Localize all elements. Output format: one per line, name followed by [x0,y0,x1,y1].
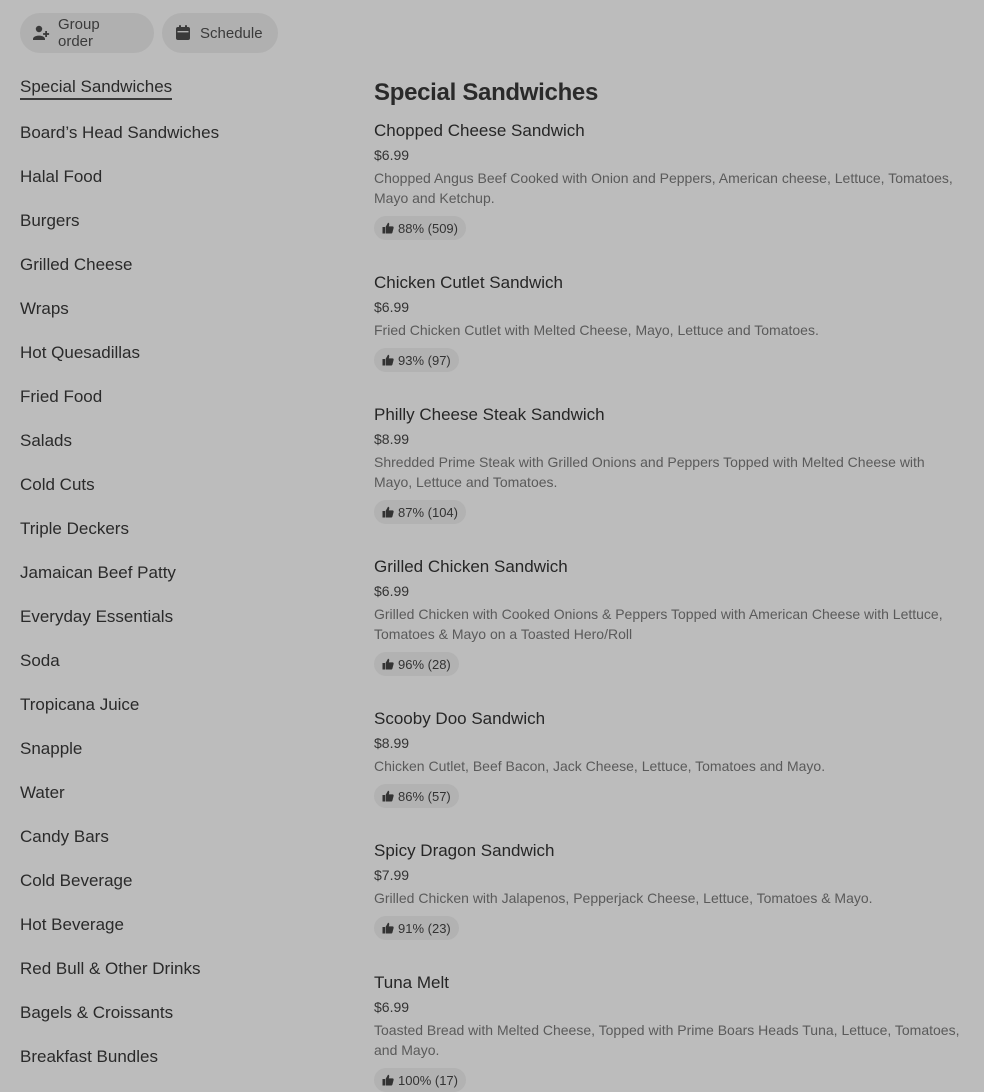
item-description: Chopped Angus Beef Cooked with Onion and Peppers, American cheese, Lettuce, Tomatoes, Mayo and Ketchup. [374,170,953,206]
group-order-label: Group order [58,16,100,50]
sidebar-item-boards-head-sandwiches[interactable] [20,120,320,164]
sidebar-item-label: Triple Deckers [20,519,129,538]
item-price: $7.99 [374,867,410,883]
rating-text: 87% (104) [398,504,458,520]
item-name: Tuna Melt [374,973,449,992]
item-description: Toasted Bread with Melted Cheese, Topped with Prime Boars Heads Tuna, Lettuce, Tomatoes, and Mayo. [374,1022,960,1058]
item-description: Grilled Chicken with Jalapenos, Pepperjack Cheese, Lettuce, Tomatoes & Mayo. [374,890,873,906]
person-add-icon [32,24,50,42]
sidebar-item-label: Red Bull & Other Drinks [20,959,201,978]
rating-text: 100% (17) [398,1072,458,1088]
sidebar-item-label: Soda [20,651,60,670]
sidebar-item-label: Fried Food [20,387,103,406]
menu-item[interactable] [374,556,964,708]
menu-item[interactable] [374,972,964,1092]
item-description: Shredded Prime Steak with Grilled Onions and Peppers Topped with Melted Cheese with Mayo, Lettuce and Tomatoes. [374,454,925,490]
sidebar-item-label: Board’s Head Sandwiches [20,123,220,142]
item-description: Grilled Chicken with Cooked Onions & Peppers Topped with American Cheese with Lettuce, Tomatoes & Mayo on a Toasted Hero/Roll [374,606,943,642]
thumbs-up-icon [382,1074,394,1086]
sidebar-item-label: Jamaican Beef Patty [20,563,176,582]
sidebar-item-breakfast-bundles[interactable] [20,1044,320,1088]
sidebar-item-label: Grilled Cheese [20,255,133,274]
item-price: $8.99 [374,735,410,751]
sidebar-item-fried-food[interactable] [20,384,320,428]
sidebar-item-label: Bagels & Croissants [20,1003,174,1022]
sidebar-item-label: Hot Beverage [20,915,124,934]
sidebar-item-label: Halal Food [20,167,103,186]
sidebar-item-jamaican-beef-patty[interactable] [20,560,320,604]
sidebar-item-snapple[interactable] [20,736,320,780]
menu-item[interactable] [374,404,964,556]
menu-item[interactable] [374,272,964,404]
sidebar-item-label: Snapple [20,739,83,758]
rating-text: 91% (23) [398,920,451,936]
item-name: Chicken Cutlet Sandwich [374,273,563,292]
item-name: Grilled Chicken Sandwich [374,557,568,576]
rating-badge [374,500,466,524]
sidebar-item-label: Cold Cuts [20,475,95,494]
schedule-label: Schedule [200,24,263,42]
sidebar-item-cold-beverage[interactable] [20,868,320,912]
sidebar-item-grilled-cheese[interactable] [20,252,320,296]
sidebar-item-soda[interactable] [20,648,320,692]
menu-item[interactable] [374,840,964,972]
thumbs-up-icon [382,354,394,366]
sidebar-item-label: Water [20,783,65,802]
item-description: Chicken Cutlet, Beef Bacon, Jack Cheese, Lettuce, Tomatoes and Mayo. [374,758,826,774]
sidebar-item-label: Salads [20,431,72,450]
sidebar-item-burgers[interactable] [20,208,320,252]
sidebar-item-water[interactable] [20,780,320,824]
sidebar-item-salads[interactable] [20,428,320,472]
item-price: $6.99 [374,583,410,599]
sidebar-item-label: Special Sandwiches [20,76,172,100]
thumbs-up-icon [382,658,394,670]
sidebar-item-triple-deckers[interactable] [20,516,320,560]
top-action-buttons [20,13,278,53]
item-name: Chopped Cheese Sandwich [374,121,585,140]
section-title: Special Sandwiches [374,79,599,106]
rating-text: 93% (97) [398,352,451,368]
thumbs-up-icon [382,922,394,934]
sidebar-item-halal-food[interactable] [20,164,320,208]
sidebar-item-cold-cuts[interactable] [20,472,320,516]
sidebar-item-bagels-croissants[interactable] [20,1000,320,1044]
rating-text: 96% (28) [398,656,451,672]
rating-badge [374,1068,466,1092]
sidebar-item-label: Wraps [20,299,69,318]
thumbs-up-icon [382,506,394,518]
thumbs-up-icon [382,790,394,802]
item-name: Spicy Dragon Sandwich [374,841,555,860]
rating-text: 88% (509) [398,220,458,236]
category-sidebar [20,74,320,1088]
item-name: Philly Cheese Steak Sandwich [374,405,605,424]
sidebar-item-hot-quesadillas[interactable] [20,340,320,384]
item-price: $6.99 [374,999,410,1015]
sidebar-item-candy-bars[interactable] [20,824,320,868]
rating-badge [374,216,466,240]
sidebar-item-tropicana-juice[interactable] [20,692,320,736]
item-name: Scooby Doo Sandwich [374,709,546,728]
sidebar-item-label: Breakfast Bundles [20,1047,158,1066]
sidebar-item-special-sandwiches[interactable] [20,74,320,120]
menu-item[interactable] [374,708,964,840]
rating-badge [374,784,459,808]
sidebar-item-everyday-essentials[interactable] [20,604,320,648]
item-description: Fried Chicken Cutlet with Melted Cheese, Mayo, Lettuce and Tomatoes. [374,322,819,338]
sidebar-item-label: Burgers [20,211,80,230]
sidebar-item-hot-beverage[interactable] [20,912,320,956]
sidebar-item-label: Candy Bars [20,827,109,846]
menu-item[interactable] [374,120,964,272]
item-price: $6.99 [374,299,410,315]
rating-badge [374,916,459,940]
schedule-button[interactable] [162,13,278,53]
rating-badge [374,652,459,676]
group-order-button[interactable] [20,13,154,53]
sidebar-item-label: Tropicana Juice [20,695,140,714]
menu-section [374,78,964,1092]
sidebar-item-label: Hot Quesadillas [20,343,141,362]
sidebar-item-label: Cold Beverage [20,871,133,890]
sidebar-item-label: Everyday Essentials [20,607,174,626]
rating-text: 86% (57) [398,788,451,804]
item-price: $6.99 [374,147,410,163]
item-price: $8.99 [374,431,410,447]
sidebar-item-red-bull-other-drinks[interactable] [20,956,320,1000]
calendar-icon [174,24,192,42]
rating-badge [374,348,459,372]
thumbs-up-icon [382,222,394,234]
sidebar-item-wraps[interactable] [20,296,320,340]
